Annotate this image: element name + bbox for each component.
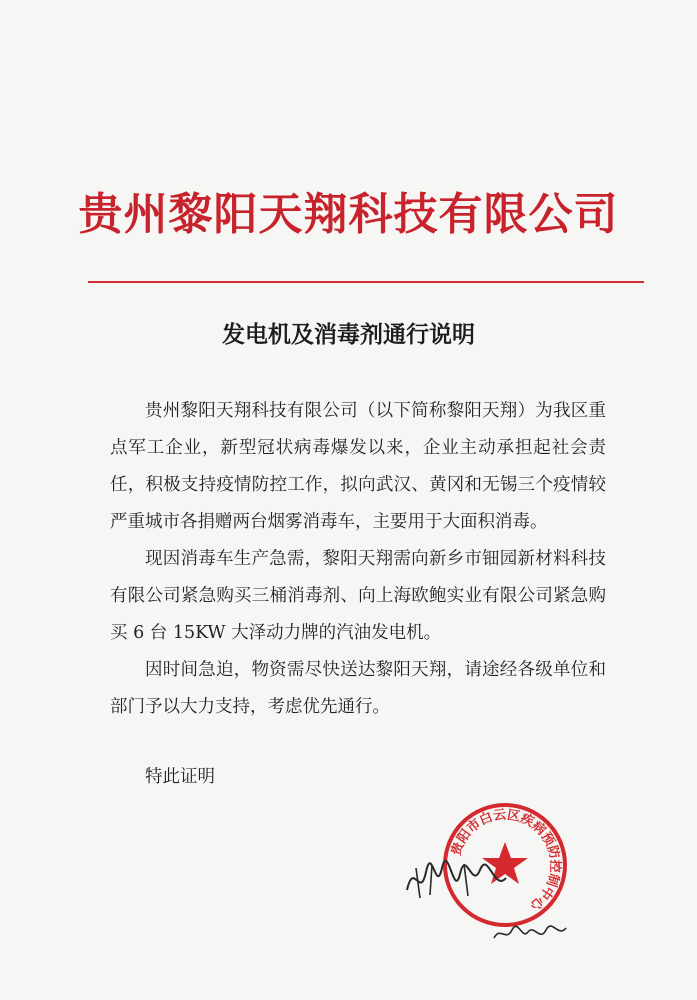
body-paragraph: 贵州黎阳天翔科技有限公司（以下简称黎阳天翔）为我区重点军工企业，新型冠状病毒爆发以来，企业主动承担起社会责任，积极支持疫情防控工作，拟向武汉、黄冈和无锡三个疫情较严重城市各捐赠两台烟雾消毒车，主要用于大面积消毒。 [110, 401, 606, 532]
handwritten-date [490, 918, 570, 948]
seal-text: 贵阳市白云区疾病预防控制中心 [448, 807, 563, 913]
body-paragraph: 因时间急迫，物资需尽快送达黎阳天翔，请途经各级单位和部门予以大力支持，考虑优先通行。 [110, 660, 606, 717]
body-paragraph: 现因消毒车生产急需，黎阳天翔需向新乡市钿园新材料科技有限公司紧急购买三桶消毒剂、向上海欧鲍实业有限公司紧急购买 6 台 15KW 大泽动力牌的汽油发电机。 [110, 549, 606, 643]
document-title: 发电机及消毒剂通行说明 [222, 321, 475, 348]
letterhead-divider [88, 281, 644, 283]
closing-text: 特此证明 [145, 767, 215, 787]
document-body [110, 393, 606, 726]
handwritten-signature [402, 850, 512, 910]
letterhead-company-name: 贵州黎阳天翔科技有限公司 [78, 189, 619, 240]
